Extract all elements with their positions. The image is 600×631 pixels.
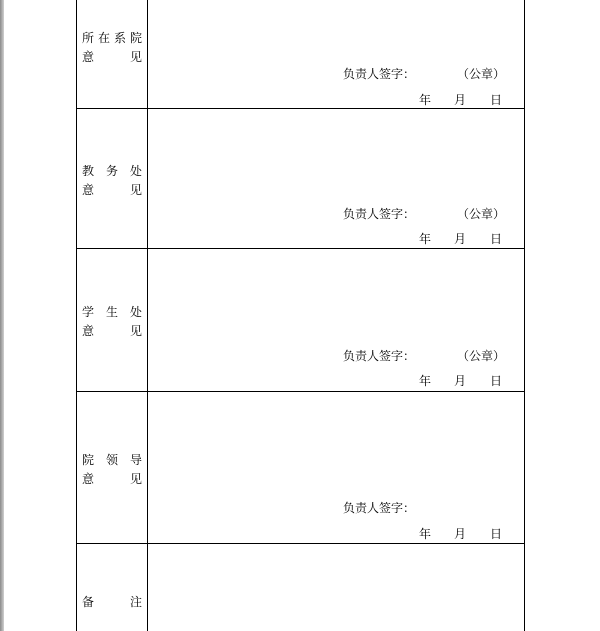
row-label-line1 bbox=[82, 163, 142, 179]
label-char: 见 bbox=[129, 50, 142, 64]
label-char: 意 bbox=[82, 472, 95, 486]
signature-label: 负责人签字： bbox=[343, 207, 416, 221]
label-char: 院 bbox=[129, 31, 142, 45]
seal-label: （公章） bbox=[457, 349, 506, 363]
label-char: 注 bbox=[129, 595, 142, 609]
label-char: 系 bbox=[113, 31, 126, 45]
row-label-cell bbox=[77, 392, 148, 543]
label-char: 处 bbox=[129, 164, 142, 178]
date-day: 日 bbox=[490, 527, 503, 541]
form-row-department-opinion bbox=[77, 0, 524, 109]
row-label-cell bbox=[77, 109, 148, 248]
date-month: 月 bbox=[454, 527, 467, 541]
row-label-line1 bbox=[82, 304, 142, 320]
signature-label: 负责人签字： bbox=[343, 349, 416, 363]
form-row-student-affairs-opinion bbox=[77, 249, 524, 392]
row-label-line2 bbox=[82, 471, 142, 487]
label-char: 处 bbox=[129, 305, 142, 319]
label-char: 院 bbox=[82, 453, 95, 467]
row-label-line1 bbox=[82, 30, 142, 46]
date-year: 年 bbox=[419, 93, 432, 107]
row-label-line2 bbox=[82, 323, 142, 339]
date-day: 日 bbox=[490, 232, 503, 246]
signature-label: 负责人签字： bbox=[343, 501, 416, 515]
form-row-remarks bbox=[77, 544, 524, 631]
label-char: 导 bbox=[129, 453, 142, 467]
label-char: 教 bbox=[82, 164, 95, 178]
label-char: 学 bbox=[82, 305, 95, 319]
seal-label: （公章） bbox=[457, 67, 506, 81]
label-char: 所 bbox=[82, 31, 95, 45]
row-label-line2 bbox=[82, 182, 142, 198]
label-char: 意 bbox=[82, 183, 95, 197]
label-char: 见 bbox=[129, 183, 142, 197]
row-label-line1 bbox=[82, 452, 142, 468]
date-year: 年 bbox=[419, 374, 432, 388]
page-edge-shadow bbox=[0, 0, 4, 631]
approval-form-table bbox=[76, 0, 525, 631]
date-month: 月 bbox=[454, 232, 467, 246]
form-row-academic-affairs-opinion bbox=[77, 109, 524, 249]
label-char: 意 bbox=[82, 324, 95, 338]
row-label-line2 bbox=[82, 49, 142, 65]
date-year: 年 bbox=[419, 527, 432, 541]
label-char: 务 bbox=[105, 164, 118, 178]
form-row-college-leadership-opinion bbox=[77, 392, 524, 544]
date-year: 年 bbox=[419, 232, 432, 246]
label-char: 见 bbox=[129, 472, 142, 486]
row-label-cell bbox=[77, 249, 148, 391]
label-char: 意 bbox=[82, 50, 95, 64]
row-label-cell bbox=[77, 544, 148, 631]
label-char: 备 bbox=[82, 595, 95, 609]
row-label-cell bbox=[77, 0, 148, 108]
label-char: 见 bbox=[129, 324, 142, 338]
label-char: 领 bbox=[105, 453, 118, 467]
seal-label: （公章） bbox=[457, 207, 506, 221]
label-char: 在 bbox=[97, 31, 110, 45]
date-day: 日 bbox=[490, 93, 503, 107]
date-month: 月 bbox=[454, 93, 467, 107]
date-month: 月 bbox=[454, 374, 467, 388]
label-char: 生 bbox=[105, 305, 118, 319]
date-day: 日 bbox=[490, 374, 503, 388]
row-label-line1 bbox=[82, 594, 142, 610]
signature-label: 负责人签字： bbox=[343, 67, 416, 81]
